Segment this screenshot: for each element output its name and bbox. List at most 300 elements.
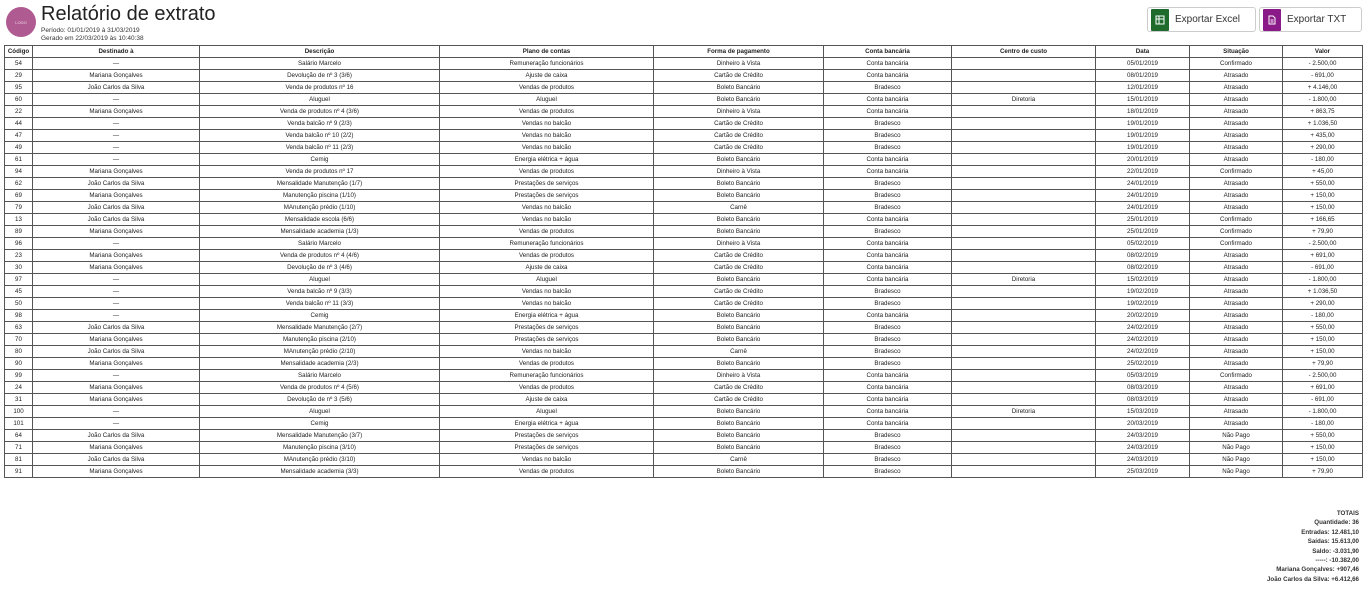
cell-valor: + 4.146,00 [1283,82,1363,94]
cell-situacao: Atrasado [1190,106,1283,118]
cell-forma: Dinheiro à Vista [654,166,824,178]
cell-forma: Cartão de Crédito [654,262,824,274]
cell-descricao: Manutenção piscina (3/10) [200,442,440,454]
cell-centro [952,70,1096,82]
report-generated: Gerado em 22/03/2019 às 10:40:38 [41,34,144,42]
cell-data: 08/02/2019 [1096,262,1190,274]
cell-codigo: 100 [5,406,33,418]
report-meta [41,27,144,42]
cell-destinado: — [33,286,200,298]
cell-forma: Boleto Bancário [654,442,824,454]
table-row [5,262,1363,274]
cell-codigo: 49 [5,142,33,154]
cell-situacao: Atrasado [1190,298,1283,310]
statement-table [4,45,1363,478]
cell-situacao: Atrasado [1190,322,1283,334]
report-period: Período: 01/01/2019 à 31/03/2019 [41,27,140,34]
cell-destinado: — [33,58,200,70]
cell-valor: + 150,00 [1283,454,1363,466]
report-header [0,0,1366,44]
cell-plano: Vendas no balcão [440,130,654,142]
cell-valor: + 290,00 [1283,142,1363,154]
cell-plano: Vendas no balcão [440,214,654,226]
cell-valor: + 150,00 [1283,346,1363,358]
cell-situacao: Confirmado [1190,58,1283,70]
cell-situacao: Atrasado [1190,262,1283,274]
cell-plano: Vendas de produtos [440,250,654,262]
cell-conta: Conta bancária [824,94,952,106]
cell-situacao: Atrasado [1190,382,1283,394]
cell-conta: Conta bancária [824,310,952,322]
table-row [5,70,1363,82]
cell-centro [952,286,1096,298]
cell-descricao: Salário Marcelo [200,58,440,70]
table-row [5,238,1363,250]
cell-centro [952,226,1096,238]
cell-descricao: Cemig [200,310,440,322]
cell-conta: Conta bancária [824,406,952,418]
cell-forma: Boleto Bancário [654,310,824,322]
cell-centro [952,430,1096,442]
cell-destinado: — [33,298,200,310]
totals-line: Entradas: 12.481,10 [1301,528,1359,536]
cell-data: 08/01/2019 [1096,70,1190,82]
cell-forma: Carnê [654,346,824,358]
cell-conta: Bradesco [824,322,952,334]
cell-codigo: 50 [5,298,33,310]
cell-conta: Conta bancária [824,394,952,406]
cell-descricao: Aluguel [200,94,440,106]
cell-situacao: Atrasado [1190,178,1283,190]
cell-conta: Conta bancária [824,238,952,250]
cell-forma: Cartão de Crédito [654,286,824,298]
cell-centro [952,130,1096,142]
cell-valor: - 180,00 [1283,154,1363,166]
cell-centro: Diretoria [952,274,1096,286]
table-row [5,118,1363,130]
cell-destinado: Mariana Gonçalves [33,466,200,478]
cell-plano: Energia elétrica + água [440,154,654,166]
cell-conta: Bradesco [824,334,952,346]
cell-codigo: 95 [5,82,33,94]
cell-destinado: — [33,154,200,166]
cell-plano: Prestações de serviços [440,190,654,202]
cell-plano: Vendas de produtos [440,82,654,94]
cell-forma: Boleto Bancário [654,82,824,94]
cell-data: 15/02/2019 [1096,274,1190,286]
table-row [5,310,1363,322]
table-row [5,106,1363,118]
cell-data: 24/03/2019 [1096,442,1190,454]
cell-destinado: — [33,310,200,322]
cell-plano: Remuneração funcionários [440,238,654,250]
cell-data: 05/02/2019 [1096,238,1190,250]
cell-data: 05/03/2019 [1096,370,1190,382]
cell-codigo: 89 [5,226,33,238]
totals-line: Saldo: -3.031,90 [1312,547,1359,555]
cell-centro [952,154,1096,166]
cell-forma: Boleto Bancário [654,466,824,478]
cell-codigo: 62 [5,178,33,190]
table-row [5,166,1363,178]
cell-codigo: 44 [5,118,33,130]
cell-situacao: Atrasado [1190,358,1283,370]
column-header-centro: Centro de custo [952,46,1096,58]
cell-descricao: Venda balcão nº 10 (2/2) [200,130,440,142]
cell-situacao: Confirmado [1190,226,1283,238]
cell-situacao: Atrasado [1190,286,1283,298]
cell-forma: Cartão de Crédito [654,394,824,406]
cell-forma: Cartão de Crédito [654,382,824,394]
cell-valor: - 2.500,00 [1283,370,1363,382]
cell-forma: Carnê [654,202,824,214]
cell-plano: Remuneração funcionários [440,370,654,382]
cell-descricao: Mensalidade escola (6/6) [200,214,440,226]
cell-destinado: João Carlos da Silva [33,82,200,94]
table-row [5,454,1363,466]
cell-valor: + 435,00 [1283,130,1363,142]
cell-descricao: Venda balcão nº 11 (3/3) [200,298,440,310]
cell-forma: Cartão de Crédito [654,142,824,154]
cell-conta: Bradesco [824,178,952,190]
cell-data: 15/01/2019 [1096,94,1190,106]
cell-valor: - 180,00 [1283,418,1363,430]
cell-destinado: Mariana Gonçalves [33,394,200,406]
cell-descricao: Mensalidade academia (2/3) [200,358,440,370]
cell-situacao: Atrasado [1190,334,1283,346]
cell-situacao: Atrasado [1190,250,1283,262]
cell-destinado: Mariana Gonçalves [33,166,200,178]
cell-codigo: 91 [5,466,33,478]
cell-destinado: — [33,94,200,106]
cell-centro [952,382,1096,394]
cell-situacao: Confirmado [1190,370,1283,382]
table-row [5,286,1363,298]
export-txt-label: Exportar TXT [1287,14,1347,25]
cell-data: 15/03/2019 [1096,406,1190,418]
cell-situacao: Não Pago [1190,442,1283,454]
cell-codigo: 22 [5,106,33,118]
table-row [5,298,1363,310]
cell-codigo: 79 [5,202,33,214]
table-row [5,202,1363,214]
cell-forma: Cartão de Crédito [654,70,824,82]
cell-situacao: Não Pago [1190,454,1283,466]
cell-valor: + 150,00 [1283,334,1363,346]
table-row [5,154,1363,166]
cell-codigo: 47 [5,130,33,142]
cell-data: 08/02/2019 [1096,250,1190,262]
cell-valor: + 79,90 [1283,466,1363,478]
cell-destinado: João Carlos da Silva [33,214,200,226]
cell-data: 24/02/2019 [1096,346,1190,358]
cell-centro [952,298,1096,310]
totals-heading: TOTAIS [1336,510,1359,517]
cell-centro [952,58,1096,70]
cell-centro [952,118,1096,130]
cell-descricao: Devolução de nº 3 (4/6) [200,262,440,274]
table-row [5,394,1363,406]
cell-codigo: 97 [5,274,33,286]
cell-valor: - 691,00 [1283,262,1363,274]
cell-valor: - 2.500,00 [1283,238,1363,250]
column-header-valor: Valor [1283,46,1363,58]
table-row [5,130,1363,142]
table-row [5,58,1363,70]
cell-valor: - 691,00 [1283,394,1363,406]
cell-valor: + 550,00 [1283,322,1363,334]
cell-plano: Prestações de serviços [440,334,654,346]
cell-descricao: Devolução de nº 3 (3/6) [200,70,440,82]
cell-destinado: Mariana Gonçalves [33,190,200,202]
cell-codigo: 24 [5,382,33,394]
cell-situacao: Atrasado [1190,346,1283,358]
cell-plano: Energia elétrica + água [440,310,654,322]
cell-valor: + 691,00 [1283,250,1363,262]
cell-codigo: 71 [5,442,33,454]
cell-descricao: Devolução de nº 3 (5/6) [200,394,440,406]
cell-conta: Bradesco [824,202,952,214]
cell-data: 24/03/2019 [1096,430,1190,442]
cell-valor: + 1.036,50 [1283,118,1363,130]
cell-centro [952,190,1096,202]
cell-destinado: Mariana Gonçalves [33,334,200,346]
cell-descricao: Venda de produtos nº 4 (4/6) [200,250,440,262]
totals-line: Mariana Gonçalves: +907,46 [1276,566,1359,574]
cell-data: 22/01/2019 [1096,166,1190,178]
cell-plano: Energia elétrica + água [440,418,654,430]
cell-centro [952,322,1096,334]
cell-descricao: Venda de produtos nº 16 [200,82,440,94]
cell-valor: - 1.800,00 [1283,94,1363,106]
cell-valor: + 150,00 [1283,202,1363,214]
cell-descricao: Mensalidade academia (3/3) [200,466,440,478]
cell-valor: - 1.800,00 [1283,406,1363,418]
column-header-conta: Conta bancária [824,46,952,58]
cell-situacao: Atrasado [1190,154,1283,166]
cell-conta: Conta bancária [824,58,952,70]
cell-plano: Vendas no balcão [440,142,654,154]
table-row [5,442,1363,454]
cell-forma: Cartão de Crédito [654,250,824,262]
cell-forma: Boleto Bancário [654,322,824,334]
company-logo [6,7,36,37]
cell-data: 20/01/2019 [1096,154,1190,166]
cell-data: 12/01/2019 [1096,82,1190,94]
table-row [5,382,1363,394]
cell-centro [952,346,1096,358]
cell-forma: Dinheiro à Vista [654,58,824,70]
cell-centro: Diretoria [952,406,1096,418]
cell-data: 08/03/2019 [1096,382,1190,394]
cell-situacao: Atrasado [1190,94,1283,106]
table-row [5,178,1363,190]
cell-destinado: Mariana Gonçalves [33,250,200,262]
cell-forma: Dinheiro à Vista [654,238,824,250]
cell-situacao: Atrasado [1190,406,1283,418]
cell-descricao: Venda de produtos nº 17 [200,166,440,178]
cell-situacao: Atrasado [1190,418,1283,430]
cell-valor: - 691,00 [1283,70,1363,82]
cell-plano: Aluguel [440,274,654,286]
cell-destinado: — [33,118,200,130]
cell-plano: Vendas de produtos [440,226,654,238]
cell-centro [952,358,1096,370]
cell-descricao: Salário Marcelo [200,238,440,250]
cell-descricao: Mensalidade academia (1/3) [200,226,440,238]
cell-destinado: João Carlos da Silva [33,430,200,442]
cell-forma: Boleto Bancário [654,334,824,346]
table-row [5,418,1363,430]
column-header-data: Data [1096,46,1190,58]
cell-centro [952,418,1096,430]
cell-destinado: Mariana Gonçalves [33,442,200,454]
cell-descricao: Manutenção piscina (1/10) [200,190,440,202]
cell-situacao: Confirmado [1190,214,1283,226]
cell-codigo: 101 [5,418,33,430]
column-header-forma: Forma de pagamento [654,46,824,58]
cell-plano: Vendas no balcão [440,454,654,466]
cell-forma: Boleto Bancário [654,190,824,202]
cell-descricao: Cemig [200,418,440,430]
cell-forma: Boleto Bancário [654,154,824,166]
table-row [5,226,1363,238]
table-row [5,346,1363,358]
cell-centro [952,466,1096,478]
cell-conta: Conta bancária [824,250,952,262]
cell-codigo: 30 [5,262,33,274]
totals-line: Saídas: 15.613,00 [1307,538,1359,546]
cell-plano: Prestações de serviços [440,322,654,334]
cell-forma: Boleto Bancário [654,94,824,106]
cell-centro [952,202,1096,214]
cell-valor: - 1.800,00 [1283,274,1363,286]
cell-valor: - 180,00 [1283,310,1363,322]
cell-descricao: Salário Marcelo [200,370,440,382]
cell-plano: Ajuste de caixa [440,262,654,274]
cell-conta: Bradesco [824,346,952,358]
cell-codigo: 45 [5,286,33,298]
cell-plano: Vendas de produtos [440,382,654,394]
cell-descricao: Aluguel [200,406,440,418]
cell-data: 19/01/2019 [1096,130,1190,142]
cell-valor: + 166,65 [1283,214,1363,226]
cell-descricao: Manutenção piscina (2/10) [200,334,440,346]
cell-plano: Prestações de serviços [440,430,654,442]
cell-centro [952,370,1096,382]
cell-data: 25/02/2019 [1096,358,1190,370]
cell-codigo: 31 [5,394,33,406]
cell-valor: + 691,00 [1283,382,1363,394]
cell-plano: Vendas de produtos [440,106,654,118]
cell-data: 05/01/2019 [1096,58,1190,70]
cell-forma: Boleto Bancário [654,430,824,442]
excel-file-icon [1151,9,1169,31]
cell-centro [952,214,1096,226]
cell-forma: Boleto Bancário [654,418,824,430]
cell-destinado: Mariana Gonçalves [33,382,200,394]
cell-situacao: Atrasado [1190,70,1283,82]
cell-situacao: Atrasado [1190,202,1283,214]
cell-destinado: João Carlos da Silva [33,202,200,214]
cell-plano: Vendas no balcão [440,298,654,310]
column-header-situacao: Situação [1190,46,1283,58]
page-title: Relatório de extrato [41,3,216,25]
cell-data: 18/01/2019 [1096,106,1190,118]
export-excel-button[interactable] [1147,7,1256,32]
cell-centro [952,82,1096,94]
export-txt-button[interactable] [1259,7,1362,32]
cell-codigo: 81 [5,454,33,466]
txt-file-icon [1263,9,1281,31]
cell-valor: + 550,00 [1283,178,1363,190]
cell-descricao: Mensalidade Manutenção (1/7) [200,178,440,190]
cell-plano: Vendas no balcão [440,346,654,358]
cell-descricao: Venda balcão nº 11 (2/3) [200,142,440,154]
cell-situacao: Atrasado [1190,310,1283,322]
cell-destinado: — [33,274,200,286]
cell-descricao: Mensalidade Manutenção (3/7) [200,430,440,442]
cell-data: 08/03/2019 [1096,394,1190,406]
cell-conta: Bradesco [824,190,952,202]
cell-descricao: MAnutenção prédio (3/10) [200,454,440,466]
cell-data: 24/02/2019 [1096,334,1190,346]
table-row [5,430,1363,442]
cell-destinado: João Carlos da Silva [33,322,200,334]
cell-destinado: — [33,142,200,154]
cell-data: 25/03/2019 [1096,466,1190,478]
table-row [5,406,1363,418]
cell-centro: Diretoria [952,94,1096,106]
cell-conta: Bradesco [824,358,952,370]
cell-situacao: Atrasado [1190,130,1283,142]
cell-descricao: Venda balcão nº 9 (2/3) [200,118,440,130]
cell-destinado: Mariana Gonçalves [33,106,200,118]
cell-codigo: 54 [5,58,33,70]
cell-data: 20/02/2019 [1096,310,1190,322]
cell-centro [952,166,1096,178]
cell-plano: Aluguel [440,94,654,106]
cell-situacao: Atrasado [1190,394,1283,406]
cell-centro [952,454,1096,466]
table-row [5,82,1363,94]
cell-codigo: 61 [5,154,33,166]
cell-codigo: 60 [5,94,33,106]
totals-line: João Carlos da Silva: +6.412,66 [1266,575,1359,583]
cell-valor: + 150,00 [1283,442,1363,454]
cell-forma: Boleto Bancário [654,358,824,370]
table-row [5,466,1363,478]
cell-plano: Ajuste de caixa [440,394,654,406]
cell-plano: Vendas de produtos [440,466,654,478]
cell-plano: Vendas no balcão [440,202,654,214]
table-header-row [5,46,1363,58]
cell-centro [952,238,1096,250]
cell-plano: Vendas de produtos [440,166,654,178]
cell-plano: Prestações de serviços [440,442,654,454]
cell-valor: - 2.500,00 [1283,58,1363,70]
cell-conta: Conta bancária [824,154,952,166]
cell-forma: Boleto Bancário [654,274,824,286]
cell-centro [952,142,1096,154]
cell-conta: Conta bancária [824,262,952,274]
cell-data: 25/01/2019 [1096,226,1190,238]
cell-situacao: Confirmado [1190,238,1283,250]
cell-conta: Bradesco [824,286,952,298]
column-header-descricao: Descrição [200,46,440,58]
cell-forma: Boleto Bancário [654,214,824,226]
cell-situacao: Atrasado [1190,274,1283,286]
